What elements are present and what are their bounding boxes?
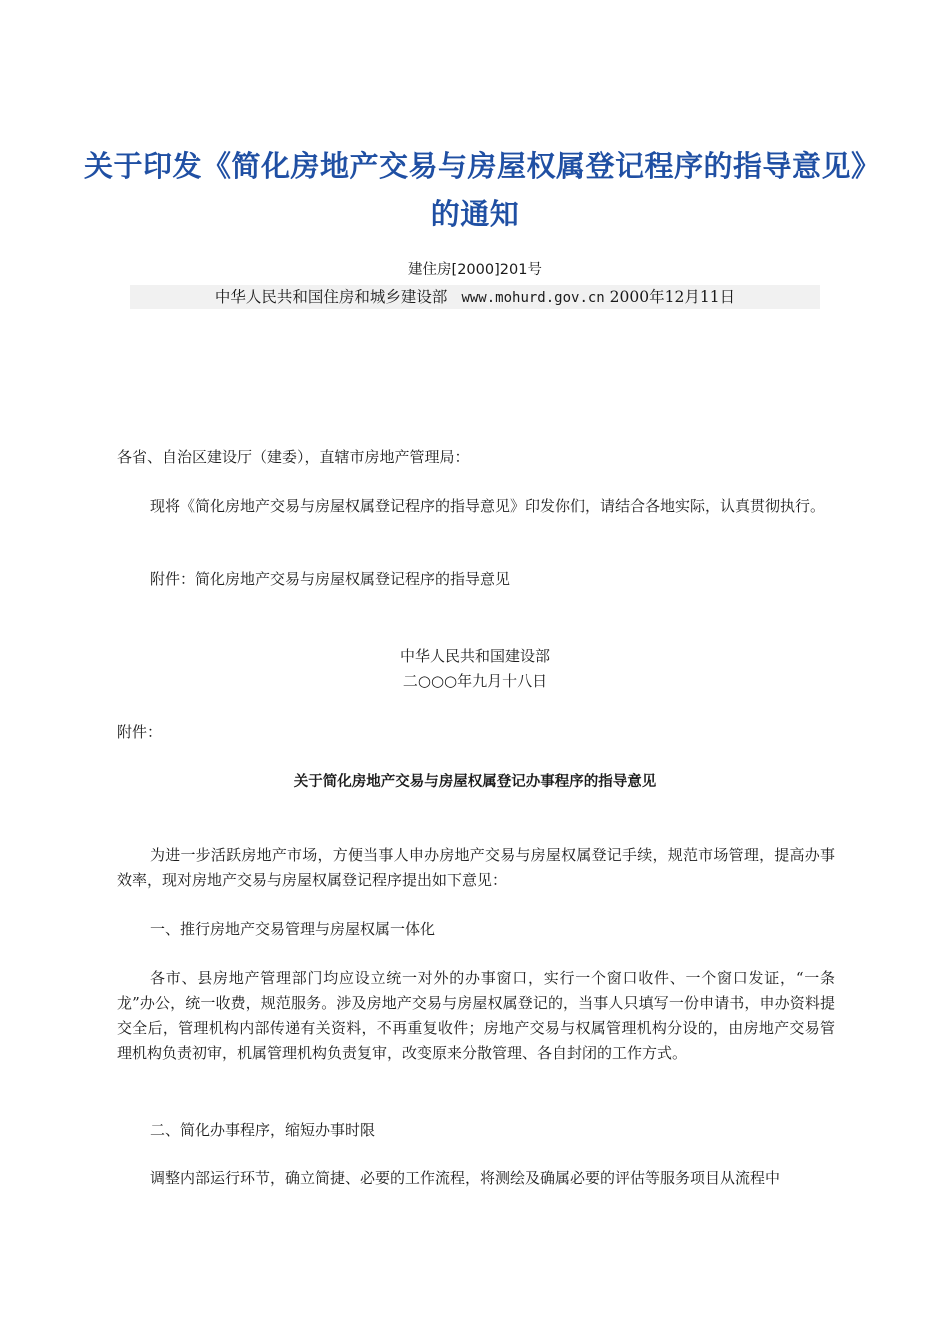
body-intro: 现将《简化房地产交易与房屋权属登记程序的指导意见》印发你们，请结合各地实际，认真贯彻执行。 — [150, 497, 826, 515]
document-title: 关于印发《简化房地产交易与房屋权属登记程序的指导意见》的通知 — [83, 149, 866, 231]
section1-heading: 一、推行房地产交易管理与房屋权属一体化 — [150, 920, 436, 938]
attachment-intro: 为进一步活跃房地产市场，方便当事人申办房地产交易与房屋权属登记手续，规范市场管理，提高办事效率，现对房地产交易与房屋权属登记程序提出如下意见： — [117, 846, 835, 889]
salutation: 各省、自治区建设厅（建委），直辖市房地产管理局： — [117, 448, 470, 466]
attachment-title: 关于简化房地产交易与房屋权属登记办事程序的指导意见 — [293, 774, 657, 790]
section1-body: 各市、县房地产管理部门均应设立统一对外的办事窗口，实行一个窗口收件、一个窗口发证，“一条龙”办公，统一收费，规范服务。涉及房地产交易与房屋权属登记的，当事人只填写一份申请书，申办资料提交全后，管理机构内部传递有关资料，不再重复收件；房地产交易与权属管理机构分设的，由房地产交易管理机构负责初审，机属管理机构负责复审，改变原来分散管理、各自封闭的工作方式。 — [117, 969, 835, 1062]
source-website[interactable]: www.mohurd.gov.cn — [461, 290, 605, 306]
section2-body: 调整内部运行环节，确立简捷、必要的工作流程，将测绘及确属必要的评估等服务项目从流程中 — [150, 1169, 781, 1187]
source-issuer: 中华人民共和国住房和城乡建设部 — [214, 288, 448, 306]
source-date: 2000年12月11日 — [609, 288, 736, 306]
document-number: 建住房[2000]201号 — [408, 262, 542, 278]
source-info-bar — [130, 285, 820, 309]
signature-date: 二○○○年九月十八日 — [402, 672, 548, 690]
attachment-label: 附件： — [117, 723, 163, 741]
signature-org: 中华人民共和国建设部 — [399, 647, 550, 665]
attachment-note: 附件：简化房地产交易与房屋权属登记程序的指导意见 — [150, 570, 511, 588]
section2-heading: 二、简化办事程序，缩短办事时限 — [150, 1121, 376, 1139]
